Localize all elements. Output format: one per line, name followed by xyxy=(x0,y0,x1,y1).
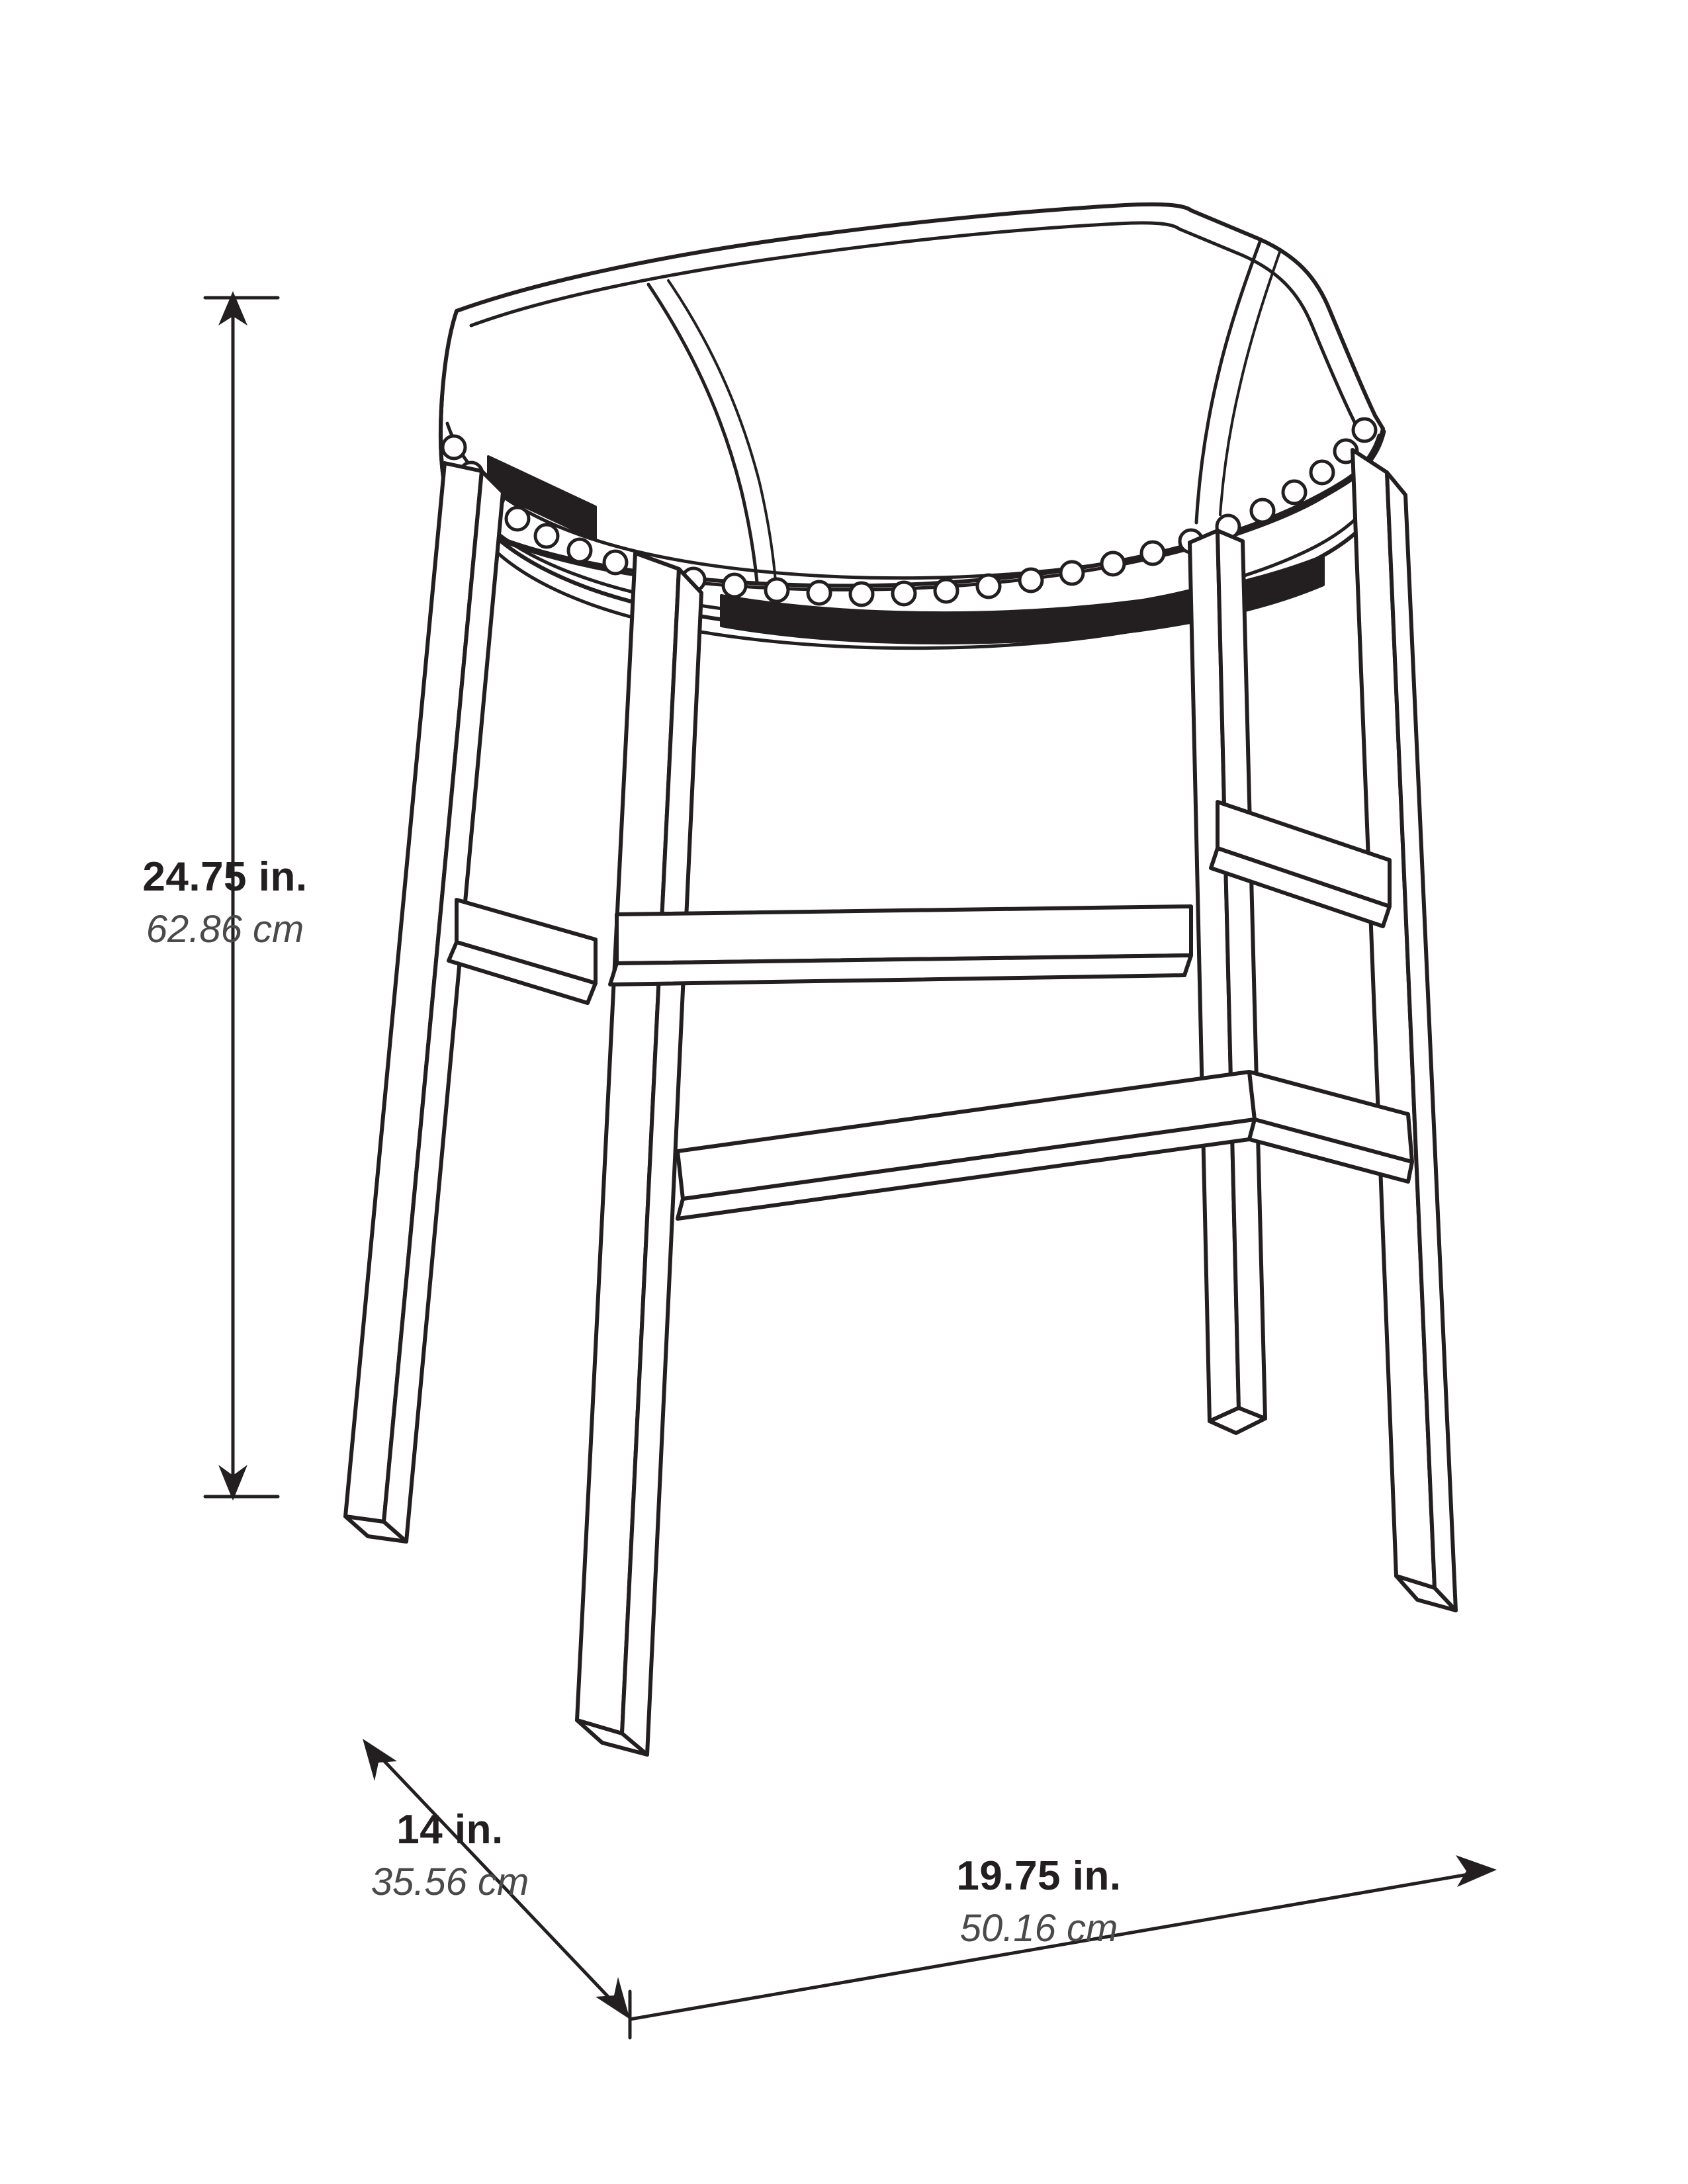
dimension-label-width xyxy=(873,1853,1204,1950)
depth-value-inches: 14 in. xyxy=(396,1807,504,1853)
height-value-centimeters: 62.86 cm xyxy=(146,908,304,951)
dimension-label-depth xyxy=(311,1806,589,1904)
footrail-group xyxy=(449,802,1412,1219)
width-value-centimeters: 50.16 cm xyxy=(959,1907,1118,1950)
dimension-label-height xyxy=(79,853,371,951)
width-value-inches: 19.75 in. xyxy=(956,1853,1122,1899)
height-value-inches: 24.75 in. xyxy=(142,854,308,900)
depth-value-centimeters: 35.56 cm xyxy=(371,1860,529,1903)
